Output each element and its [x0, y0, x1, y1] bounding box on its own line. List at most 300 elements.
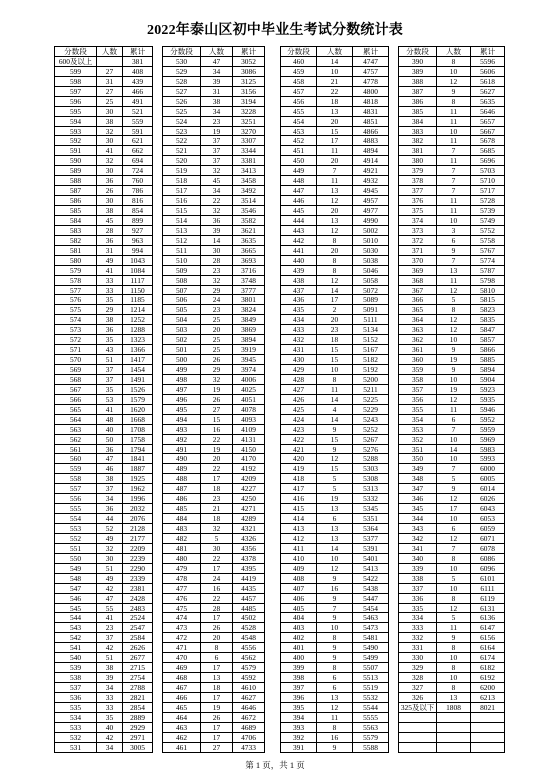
table-cell-count: 38 [97, 315, 123, 325]
table-cell-score-range: 386 [399, 97, 437, 107]
table-cell-count: 11 [317, 385, 353, 395]
table-cell-cumulative: 6192 [471, 673, 505, 683]
table-cell-count: 38 [97, 117, 123, 127]
table-cell-score-range: 408 [281, 574, 317, 584]
table-cell-count: 38 [97, 663, 123, 673]
empty-table-cell [471, 733, 505, 743]
table-cell-score-range: 491 [163, 445, 201, 455]
table-cell-score-range: 436 [281, 295, 317, 305]
table-cell-cumulative: 5211 [353, 385, 389, 395]
table-cell-cumulative: 816 [123, 196, 153, 206]
table-cell-count: 41 [97, 613, 123, 623]
table-cell-count: 25 [97, 97, 123, 107]
table-cell-count: 38 [97, 474, 123, 484]
table-cell-count: 9 [437, 246, 471, 256]
table-cell-count: 27 [201, 743, 233, 753]
table-cell-count: 37 [201, 156, 233, 166]
table-cell-score-range: 554 [55, 514, 97, 524]
table-cell-score-range: 516 [163, 196, 201, 206]
table-cell-count: 32 [201, 276, 233, 286]
table-cell-cumulative: 1043 [123, 256, 153, 266]
table-cell-cumulative: 3005 [123, 743, 153, 753]
table-cell-score-range: 599 [55, 67, 97, 77]
table-cell-score-range: 576 [55, 295, 97, 305]
table-cell-cumulative: 2547 [123, 623, 153, 633]
table-cell-count: 23 [201, 117, 233, 127]
table-cell-cumulative: 5313 [353, 484, 389, 494]
table-cell-cumulative: 5544 [353, 703, 389, 713]
table-cell-score-range: 380 [399, 156, 437, 166]
table-cell-cumulative: 3635 [233, 236, 265, 246]
table-cell-count: 9 [437, 365, 471, 375]
table-cell-score-range: 481 [163, 544, 201, 554]
table-cell-count: 36 [97, 504, 123, 514]
table-cell-count: 22 [201, 464, 233, 474]
table-cell-count: 32 [201, 166, 233, 176]
table-cell-count: 16 [201, 584, 233, 594]
table-cell-score-range: 340 [399, 554, 437, 564]
table-cell-count: 48 [97, 415, 123, 425]
table-cell-cumulative: 6071 [471, 534, 505, 544]
table-cell-score-range: 553 [55, 524, 97, 534]
table-cell-cumulative: 6026 [471, 494, 505, 504]
table-cell-count: 33 [97, 276, 123, 286]
table-cell-count: 10 [437, 564, 471, 574]
table-cell-score-range: 439 [281, 266, 317, 276]
table-cell-count: 36 [201, 216, 233, 226]
table-cell-score-range: 529 [163, 67, 201, 77]
table-cell-cumulative: 2339 [123, 574, 153, 584]
table-cell-count: 12 [437, 77, 471, 87]
table-cell-count: 36 [97, 176, 123, 186]
table-cell-count: 7 [437, 425, 471, 435]
table-cell-score-range: 369 [399, 266, 437, 276]
table-cell-cumulative: 3052 [233, 57, 265, 67]
table-cell-count: 7 [437, 176, 471, 186]
table-cell-cumulative: 3228 [233, 107, 265, 117]
table-cell-count: 51 [97, 564, 123, 574]
table-cell-count: 9 [317, 743, 353, 753]
table-cell-count: 30 [97, 196, 123, 206]
table-cell-count: 12 [437, 494, 471, 504]
table-cell-cumulative: 559 [123, 117, 153, 127]
table-cell-count: 16 [317, 584, 353, 594]
table-cell-cumulative: 5667 [471, 127, 505, 137]
table-cell-score-range: 334 [399, 613, 437, 623]
table-cell-count: 17 [201, 564, 233, 574]
table-cell-cumulative: 5923 [471, 385, 505, 395]
table-cell-score-range: 347 [399, 484, 437, 494]
table-cell-cumulative: 4150 [233, 445, 265, 455]
table-cell-count: 12 [317, 564, 353, 574]
table-cell-score-range: 484 [163, 514, 201, 524]
table-cell-score-range: 594 [55, 117, 97, 127]
table-cell-score-range: 567 [55, 385, 97, 395]
table-cell-score-range: 572 [55, 335, 97, 345]
table-cell-score-range: 416 [281, 494, 317, 504]
table-cell-count: 11 [437, 196, 471, 206]
table-cell-cumulative: 2076 [123, 514, 153, 524]
table-cell-score-range: 584 [55, 216, 97, 226]
table-cell-count: 12 [437, 534, 471, 544]
table-cell-cumulative: 5134 [353, 325, 389, 335]
table-cell-cumulative: 5089 [353, 295, 389, 305]
table-cell-score-range: 581 [55, 246, 97, 256]
table-cell-count: 17 [317, 295, 353, 305]
table-cell-cumulative: 5288 [353, 454, 389, 464]
table-cell-count: 8 [437, 57, 471, 67]
table-cell-count: 19 [201, 385, 233, 395]
table-cell-score-range: 489 [163, 464, 201, 474]
table-cell-score-range: 329 [399, 663, 437, 673]
table-cell-score-range: 514 [163, 216, 201, 226]
table-cell-score-range: 364 [399, 315, 437, 325]
table-cell-cumulative: 3621 [233, 226, 265, 236]
table-cell-cumulative: 4831 [353, 107, 389, 117]
table-cell-cumulative: 5351 [353, 514, 389, 524]
table-cell-count: 41 [97, 405, 123, 415]
table-cell-count: 42 [97, 584, 123, 594]
table-cell-score-range: 354 [399, 415, 437, 425]
table-cell-cumulative: 760 [123, 176, 153, 186]
table-cell-score-range: 518 [163, 176, 201, 186]
table-cell-count: 9 [317, 594, 353, 604]
table-cell-score-range: 445 [281, 206, 317, 216]
table-cell-score-range: 448 [281, 176, 317, 186]
table-cell-score-range: 538 [55, 673, 97, 683]
table-cell-score-range: 422 [281, 435, 317, 445]
table-cell-score-range: 350 [399, 454, 437, 464]
table-cell-score-range: 437 [281, 286, 317, 296]
empty-table-cell [437, 743, 471, 753]
table-cell-score-range: 482 [163, 534, 201, 544]
table-cell-score-range: 396 [281, 693, 317, 703]
table-cell-count: 23 [201, 305, 233, 315]
table-cell-count: 40 [97, 425, 123, 435]
table-cell-cumulative: 5192 [353, 365, 389, 375]
table-cell-cumulative: 4419 [233, 574, 265, 584]
table-cell-score-range: 426 [281, 395, 317, 405]
table-cell-score-range: 395 [281, 703, 317, 713]
table-cell-score-range: 477 [163, 584, 201, 594]
table-cell-score-range: 493 [163, 425, 201, 435]
table-cell-cumulative: 5046 [353, 266, 389, 276]
table-cell-count: 37 [201, 146, 233, 156]
table-cell-score-range: 420 [281, 454, 317, 464]
table-cell-cumulative: 1668 [123, 415, 153, 425]
table-cell-count: 12 [317, 196, 353, 206]
table-cell-score-range: 487 [163, 484, 201, 494]
table-group-3 [280, 46, 389, 753]
table-cell-count: 19 [201, 127, 233, 137]
table-cell-count: 47 [201, 57, 233, 67]
table-cell-score-range: 492 [163, 435, 201, 445]
table-cell-count: 36 [97, 236, 123, 246]
table-cell-score-range: 332 [399, 633, 437, 643]
table-cell-score-range: 398 [281, 673, 317, 683]
table-cell-score-range: 403 [281, 623, 317, 633]
table-cell-score-range: 441 [281, 246, 317, 256]
table-cell-score-range: 562 [55, 435, 97, 445]
table-cell-cumulative: 5935 [471, 395, 505, 405]
table-cell-count: 5 [317, 474, 353, 484]
table-cell-score-range: 405 [281, 604, 317, 614]
table-cell-score-range: 363 [399, 325, 437, 335]
table-cell-count [97, 57, 123, 67]
table-cell-score-range: 453 [281, 127, 317, 137]
table-cell-count: 37 [201, 136, 233, 146]
table-cell-count: 33 [97, 693, 123, 703]
table-cell-count: 13 [317, 186, 353, 196]
table-cell-count: 9 [437, 633, 471, 643]
empty-table-cell [437, 723, 471, 733]
table-cell-count: 15 [201, 415, 233, 425]
table-cell-cumulative: 5847 [471, 325, 505, 335]
table-cell-score-range: 568 [55, 375, 97, 385]
table-cell-cumulative: 5513 [353, 673, 389, 683]
table-cell-score-range: 447 [281, 186, 317, 196]
table-cell-score-range: 534 [55, 713, 97, 723]
table-cell-cumulative: 6164 [471, 643, 505, 653]
table-cell-score-range: 409 [281, 564, 317, 574]
table-cell-score-range: 527 [163, 87, 201, 97]
table-cell-score-range: 532 [55, 733, 97, 743]
table-cell-count: 34 [201, 107, 233, 117]
table-cell-score-range: 353 [399, 425, 437, 435]
table-cell-score-range: 355 [399, 405, 437, 415]
table-cell-score-range: 535 [55, 703, 97, 713]
table-cell-count: 7 [437, 186, 471, 196]
table-cell-score-range: 449 [281, 166, 317, 176]
table-cell-count: 8 [437, 554, 471, 564]
table-cell-score-range: 404 [281, 613, 317, 623]
table-cell-cumulative: 5678 [471, 136, 505, 146]
table-cell-score-range: 555 [55, 504, 97, 514]
table-cell-cumulative: 5364 [353, 524, 389, 534]
table-cell-score-range: 536 [55, 693, 97, 703]
table-cell-count: 53 [97, 395, 123, 405]
table-cell-score-range: 450 [281, 156, 317, 166]
table-cell-cumulative: 4800 [353, 87, 389, 97]
table-cell-cumulative: 1150 [123, 286, 153, 296]
table-cell-score-range: 389 [399, 67, 437, 77]
table-cell-score-range: 523 [163, 127, 201, 137]
table-cell-count: 23 [317, 325, 353, 335]
table-cell-cumulative: 5267 [353, 435, 389, 445]
table-cell-count: 10 [437, 584, 471, 594]
table-cell-count: 37 [97, 633, 123, 643]
table-cell-cumulative: 4592 [233, 673, 265, 683]
table-cell-cumulative: 5303 [353, 464, 389, 474]
table-cell-count: 37 [97, 365, 123, 375]
table-cell-count: 13 [317, 534, 353, 544]
table-cell-score-range: 539 [55, 663, 97, 673]
table-cell-cumulative: 5519 [353, 683, 389, 693]
empty-table-cell [437, 713, 471, 723]
table-cell-cumulative: 5058 [353, 276, 389, 286]
table-cell-cumulative: 3974 [233, 365, 265, 375]
table-group-1 [54, 46, 153, 753]
table-cell-score-range: 468 [163, 673, 201, 683]
table-group-2 [162, 46, 265, 753]
table-cell-score-range: 588 [55, 176, 97, 186]
table-cell-count: 42 [97, 733, 123, 743]
table-cell-count: 13 [317, 504, 353, 514]
table-cell-score-range: 419 [281, 464, 317, 474]
table-cell-cumulative: 6213 [471, 693, 505, 703]
table-cell-cumulative: 5111 [353, 315, 389, 325]
table-cell-score-range: 440 [281, 256, 317, 266]
table-cell-score-range: 333 [399, 623, 437, 633]
table-cell-count: 8 [317, 256, 353, 266]
table-cell-count: 40 [97, 723, 123, 733]
table-cell-score-range: 417 [281, 484, 317, 494]
table-cell-cumulative: 1417 [123, 355, 153, 365]
table-cell-count: 11 [317, 176, 353, 186]
table-cell-cumulative: 5463 [353, 613, 389, 623]
table-cell-score-range: 494 [163, 415, 201, 425]
table-cell-cumulative: 5798 [471, 276, 505, 286]
table-cell-cumulative: 5010 [353, 236, 389, 246]
table-cell-score-range: 455 [281, 107, 317, 117]
table-cell-cumulative: 3945 [233, 355, 265, 365]
table-cell-count: 37 [97, 375, 123, 385]
table-cell-cumulative: 4528 [233, 623, 265, 633]
table-cell-score-range: 434 [281, 315, 317, 325]
table-cell-score-range: 387 [399, 87, 437, 97]
table-cell-count: 10 [437, 375, 471, 385]
table-cell-cumulative: 4170 [233, 454, 265, 464]
table-cell-cumulative: 4945 [353, 186, 389, 196]
table-cell-cumulative: 3546 [233, 206, 265, 216]
table-cell-count: 8 [437, 305, 471, 315]
column-header-count: 人数 [437, 47, 471, 57]
table-cell-score-range: 432 [281, 335, 317, 345]
table-cell-score-range: 530 [163, 57, 201, 67]
table-cell-count: 26 [201, 395, 233, 405]
table-cell-cumulative: 6014 [471, 484, 505, 494]
table-cell-count: 6 [437, 415, 471, 425]
table-cell-score-range: 540 [55, 653, 97, 663]
table-cell-cumulative: 5038 [353, 256, 389, 266]
table-cell-count: 28 [97, 226, 123, 236]
table-cell-score-range: 506 [163, 295, 201, 305]
table-cell-count: 18 [317, 97, 353, 107]
table-cell-count: 17 [201, 613, 233, 623]
table-cell-score-range: 435 [281, 305, 317, 315]
table-cell-cumulative: 5758 [471, 236, 505, 246]
table-cell-cumulative: 3919 [233, 345, 265, 355]
table-cell-cumulative: 4250 [233, 494, 265, 504]
table-cell-count: 7 [437, 544, 471, 554]
table-cell-cumulative: 6000 [471, 464, 505, 474]
table-cell-cumulative: 4006 [233, 375, 265, 385]
table-cell-score-range: 556 [55, 494, 97, 504]
table-cell-count: 33 [97, 286, 123, 296]
table-cell-count: 7 [437, 146, 471, 156]
table-cell-cumulative: 3665 [233, 246, 265, 256]
table-cell-count: 19 [201, 703, 233, 713]
table-cell-score-range: 587 [55, 186, 97, 196]
table-cell-cumulative: 1117 [123, 276, 153, 286]
table-cell-score-range: 348 [399, 474, 437, 484]
table-cell-cumulative: 5276 [353, 445, 389, 455]
table-cell-count: 13 [317, 524, 353, 534]
table-cell-score-range: 371 [399, 246, 437, 256]
table-cell-cumulative: 4502 [233, 613, 265, 623]
table-cell-score-range: 510 [163, 256, 201, 266]
table-cell-count: 10 [317, 623, 353, 633]
table-cell-cumulative: 1323 [123, 335, 153, 345]
table-cell-cumulative: 5401 [353, 554, 389, 564]
table-cell-score-range: 462 [163, 733, 201, 743]
table-cell-count: 6 [317, 673, 353, 683]
table-cell-score-range: 385 [399, 107, 437, 117]
table-cell-cumulative: 899 [123, 216, 153, 226]
table-cell-cumulative: 2032 [123, 504, 153, 514]
table-cell-cumulative: 1887 [123, 464, 153, 474]
table-cell-count: 10 [437, 435, 471, 445]
table-cell-score-range: 544 [55, 613, 97, 623]
table-cell-cumulative: 6136 [471, 613, 505, 623]
table-cell-score-range: 451 [281, 146, 317, 156]
table-cell-count: 19 [201, 445, 233, 455]
table-cell-score-range: 496 [163, 395, 201, 405]
table-cell-score-range: 573 [55, 325, 97, 335]
table-cell-count: 14 [437, 445, 471, 455]
column-header-score-range: 分数段 [163, 47, 201, 57]
table-cell-cumulative: 5332 [353, 494, 389, 504]
table-cell-count: 36 [97, 325, 123, 335]
table-cell-count: 10 [437, 514, 471, 524]
table-cell-count: 20 [317, 315, 353, 325]
table-cell-score-range: 415 [281, 504, 317, 514]
table-cell-cumulative: 1925 [123, 474, 153, 484]
table-cell-cumulative: 4757 [353, 67, 389, 77]
table-cell-cumulative: 5454 [353, 604, 389, 614]
table-cell-cumulative: 439 [123, 77, 153, 87]
table-cell-count: 14 [317, 286, 353, 296]
table-cell-score-range: 525 [163, 107, 201, 117]
table-cell-count: 45 [201, 176, 233, 186]
table-cell-count: 34 [97, 683, 123, 693]
empty-table-cell [471, 723, 505, 733]
table-cell-count: 22 [201, 594, 233, 604]
table-cell-cumulative: 5885 [471, 355, 505, 365]
table-cell-count: 30 [97, 554, 123, 564]
table-cell-cumulative: 3492 [233, 186, 265, 196]
table-cell-count: 18 [201, 514, 233, 524]
table-cell-score-range: 575 [55, 305, 97, 315]
table-cell-score-range: 351 [399, 445, 437, 455]
table-cell-count: 7 [437, 464, 471, 474]
table-cell-cumulative: 963 [123, 236, 153, 246]
table-cell-cumulative: 4894 [353, 146, 389, 156]
table-cell-cumulative: 5152 [353, 335, 389, 345]
table-cell-cumulative: 1794 [123, 445, 153, 455]
table-cell-cumulative: 1620 [123, 405, 153, 415]
table-cell-score-range: 542 [55, 633, 97, 643]
table-cell-cumulative: 5391 [353, 544, 389, 554]
table-cell-count: 6 [317, 514, 353, 524]
table-cell-cumulative: 6059 [471, 524, 505, 534]
table-cell-score-range: 509 [163, 266, 201, 276]
table-cell-cumulative: 4321 [233, 524, 265, 534]
table-cell-count: 14 [317, 544, 353, 554]
table-cell-count: 11 [437, 206, 471, 216]
table-cell-cumulative: 4990 [353, 216, 389, 226]
table-cell-cumulative: 3582 [233, 216, 265, 226]
